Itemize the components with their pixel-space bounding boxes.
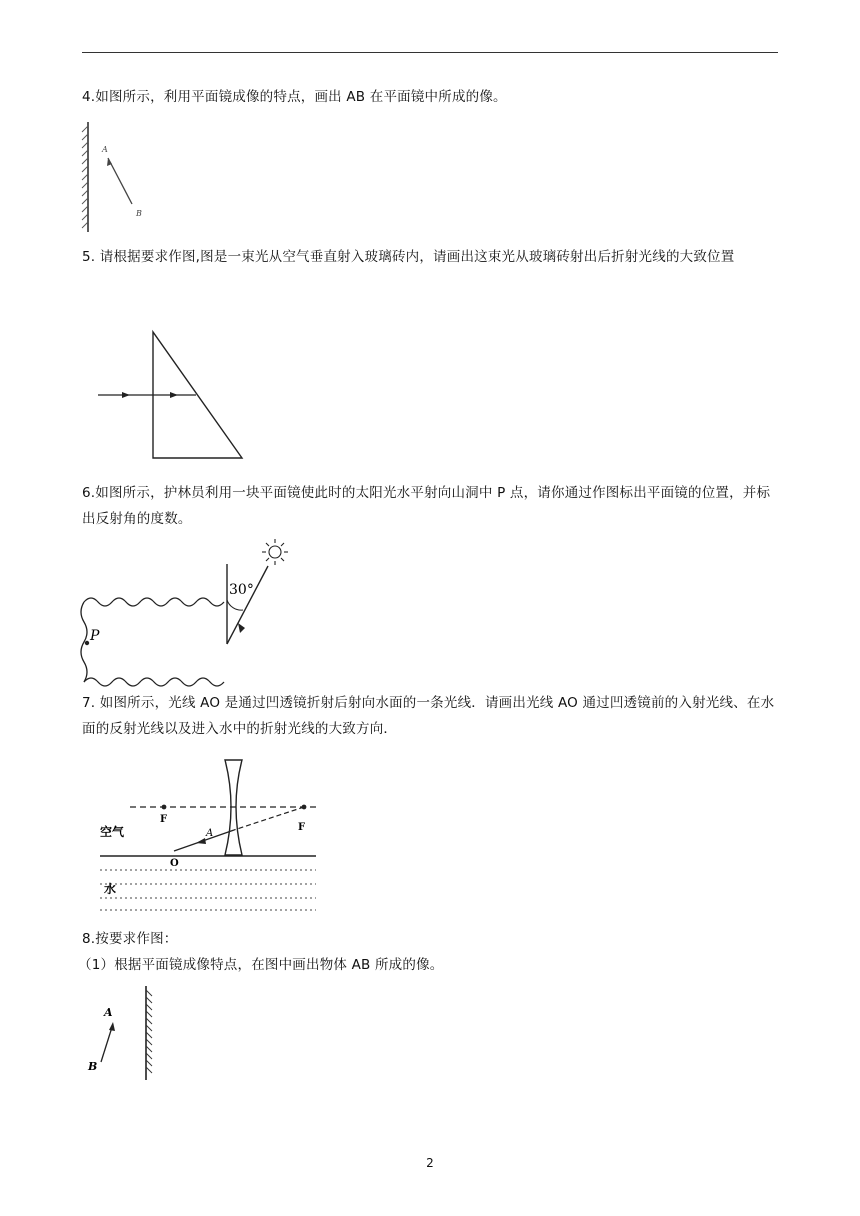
- question-4-text: 4.如图所示，利用平面镜成像的特点，画出 AB 在平面镜中所成的像。: [82, 89, 507, 105]
- question-5-text: 5. 请根据要求作图,图是一束光从空气垂直射入玻璃砖内，请画出这束光从玻璃砖射出后折射光线的大致位置: [82, 249, 735, 265]
- arrow-head: [196, 838, 206, 844]
- angle-label: 30°: [229, 582, 254, 598]
- arrow-head: [238, 623, 245, 633]
- q6-cave-sun-figure: [78, 536, 308, 688]
- q4-mirror-figure: [78, 118, 168, 236]
- label-o: O: [170, 858, 179, 869]
- q7-concave-lens-figure: [96, 756, 322, 916]
- arrow-head: [170, 392, 178, 398]
- object-ab-arrow: [108, 158, 132, 204]
- cave-bottom: [84, 678, 224, 686]
- page-number: 2: [426, 1156, 434, 1170]
- extension-line: [234, 807, 304, 830]
- header-rule: [82, 52, 778, 53]
- air-label: 空气: [100, 825, 125, 839]
- arrow-head: [109, 1022, 115, 1031]
- point-p: [85, 641, 89, 645]
- q8-mirror-figure: [84, 984, 164, 1084]
- focus-right-label: F: [298, 822, 306, 833]
- water-label: 水: [104, 882, 117, 896]
- q5-glass-prism-figure: [96, 328, 248, 464]
- label-a: A: [104, 1006, 113, 1019]
- label-a: A: [206, 828, 214, 839]
- sun-ray: [227, 566, 268, 644]
- focus-left-label: F: [160, 814, 168, 825]
- question-6-text: 6.如图所示，护林员利用一块平面镜使此时的太阳光水平射向山洞中 P 点，请你通过作图标出平面镜的位置，并标出反射角的度数。: [82, 485, 771, 527]
- cave-top: [84, 598, 224, 606]
- sun-icon: [262, 539, 288, 565]
- question-8-text: 8.按要求作图：: [82, 931, 178, 947]
- focus-left-dot: [162, 805, 167, 810]
- angle-arc: [227, 600, 243, 610]
- question-7-text: 7. 如图所示，光线 AO 是通过凹透镜折射后射向水面的一条光线．请画出光线 AO 通过凹透镜前的入射光线、在水面的反射光线以及进入水中的折射光线的大致方向．: [82, 695, 775, 737]
- label-p: P: [90, 628, 100, 644]
- mirror-hatching: [82, 126, 88, 228]
- mirror-hatching: [146, 990, 152, 1073]
- arrow-head: [122, 392, 130, 398]
- label-a: A: [102, 145, 108, 154]
- label-b: B: [88, 1060, 98, 1073]
- label-b: B: [136, 209, 142, 218]
- question-8-sub1-text: （1）根据平面镜成像特点，在图中画出物体 AB 所成的像。: [78, 957, 444, 973]
